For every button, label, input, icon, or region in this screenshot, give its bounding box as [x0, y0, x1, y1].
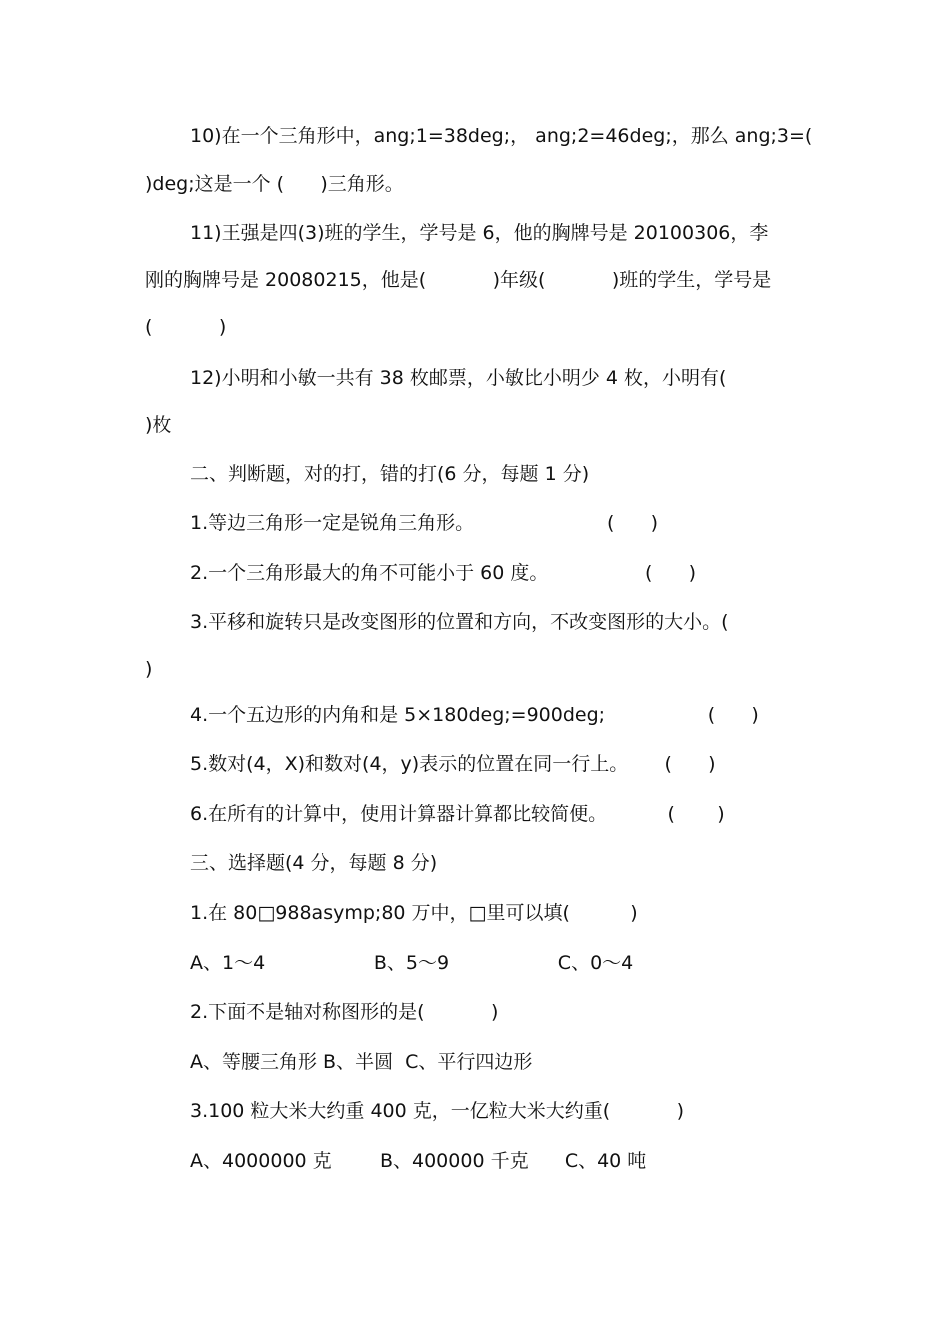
judge-item-3-line-1: 3.平移和旋转只是改变图形的位置和方向，不改变图形的大小。(: [190, 611, 729, 633]
choice-q2-options: A、等腰三角形 B、半圆 C、平行四边形: [190, 1051, 533, 1073]
judge-item-3-line-2: ): [145, 658, 153, 680]
q10-line-1: 10)在一个三角形中，ang;1=38deg;， ang;2=46deg;，那么 ang;3=(: [190, 125, 813, 147]
q11-line-1: 11)王强是四(3)班的学生，学号是 6，他的胸牌号是 20100306，李: [190, 222, 769, 244]
judge-item-4: 4.一个五边形的内角和是 5×180deg;=900deg; ( ): [190, 704, 759, 726]
q12-line-2: )枚: [145, 414, 172, 436]
judge-item-5: 5.数对(4，X)和数对(4，y)表示的位置在同一行上。 ( ): [190, 753, 716, 775]
q12-line-1: 12)小明和小敏一共有 38 枚邮票，小敏比小明少 4 枚，小明有(: [190, 367, 727, 389]
judge-item-1: 1.等边三角形一定是锐角三角形。 ( ): [190, 512, 659, 534]
section-3-heading: 三、选择题(4 分，每题 8 分): [190, 852, 438, 874]
judge-item-6: 6.在所有的计算中，使用计算器计算都比较简便。 ( ): [190, 803, 725, 825]
q11-line-3: ( ): [145, 316, 227, 338]
choice-q2: 2.下面不是轴对称图形的是( ): [190, 1001, 499, 1023]
q10-line-2: )deg;这是一个 ( )三角形。: [145, 173, 404, 195]
choice-q1: 1.在 80□988asymp;80 万中，□里可以填( ): [190, 902, 638, 924]
q11-line-2: 刚的胸牌号是 20080215，他是( )年级( )班的学生，学号是: [145, 269, 772, 291]
section-2-heading: 二、判断题，对的打，错的打(6 分，每题 1 分): [190, 463, 590, 485]
choice-q3-options: A、4000000 克 B、400000 千克 C、40 吨: [190, 1150, 647, 1172]
choice-q3: 3.100 粒大米大约重 400 克，一亿粒大米大约重( ): [190, 1100, 685, 1122]
choice-q1-options: A、1～4 B、5～9 C、0～4: [190, 952, 634, 974]
judge-item-2: 2.一个三角形最大的角不可能小于 60 度。 ( ): [190, 562, 697, 584]
